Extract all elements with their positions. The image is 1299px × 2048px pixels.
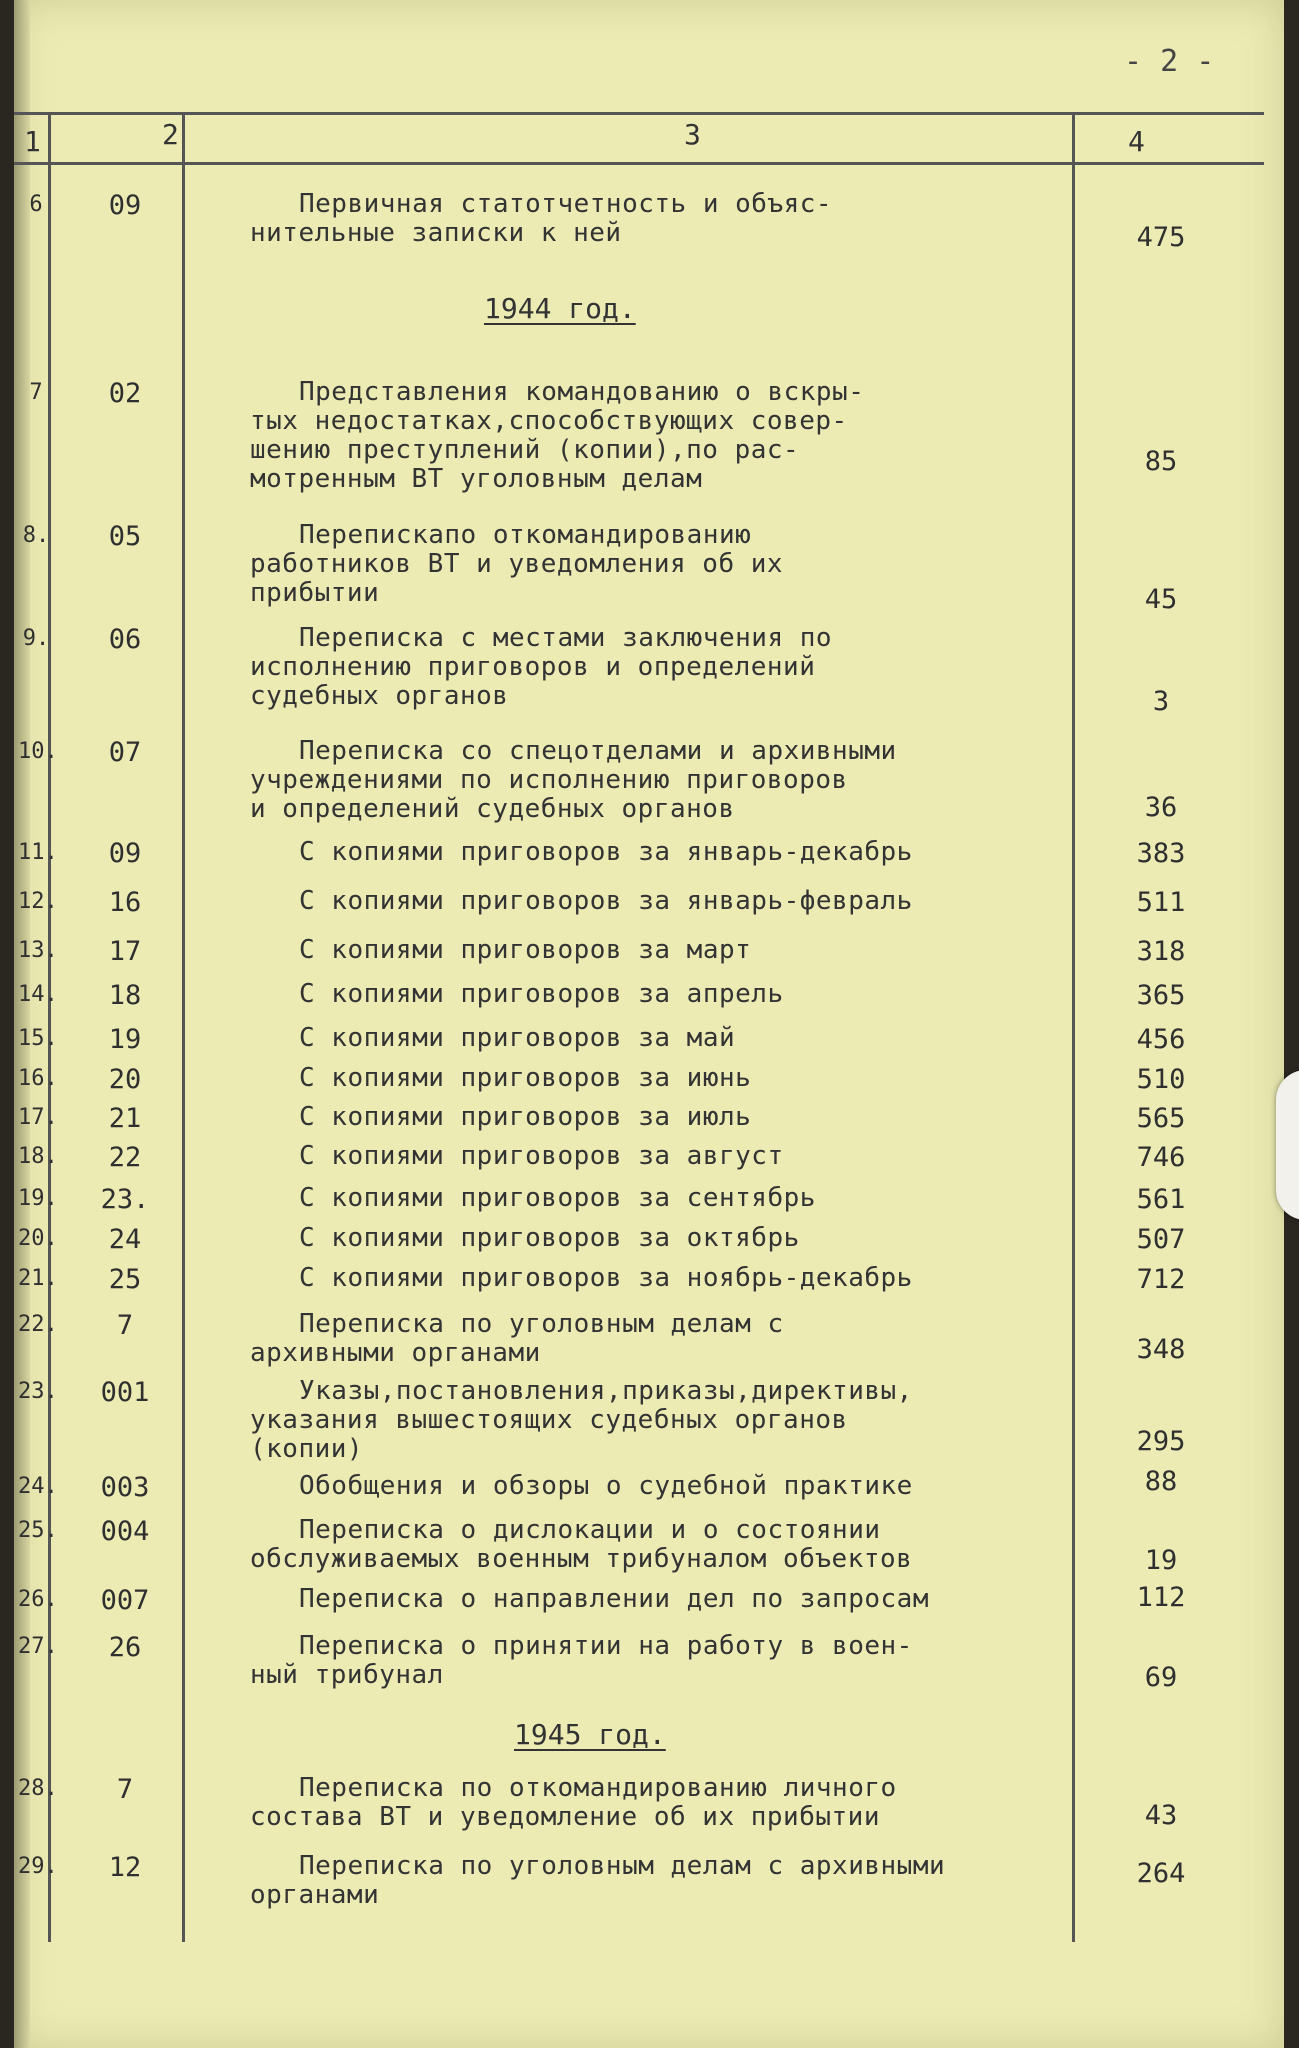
- row-number: 12.: [18, 889, 58, 914]
- row-sheet-count: 19: [1144, 1545, 1178, 1576]
- row-sheet-count: 507: [1136, 1224, 1186, 1255]
- binder-clip: [1276, 1070, 1299, 1220]
- row-sheet-count: 511: [1136, 887, 1186, 918]
- row-sheet-count: 112: [1136, 1582, 1186, 1613]
- row-index-code: 18: [108, 980, 142, 1011]
- row-title-line: архивными органами: [250, 1338, 541, 1368]
- row-number: 14.: [18, 982, 58, 1007]
- row-number: 29.: [18, 1854, 58, 1879]
- row-sheet-count: 383: [1136, 838, 1186, 869]
- row-title-line: учреждениями по исполнению приговоров: [250, 765, 848, 795]
- row-number: 24.: [18, 1474, 58, 1499]
- row-index-code: 07: [108, 737, 142, 768]
- row-sheet-count: 295: [1136, 1426, 1186, 1457]
- row-number: 21.: [18, 1266, 58, 1291]
- row-sheet-count: 565: [1136, 1103, 1186, 1134]
- row-index-code: 09: [108, 838, 142, 869]
- document-page: [14, 0, 1284, 2048]
- row-sheet-count: 348: [1136, 1334, 1186, 1365]
- row-title-line: Переписка с местами заключения по: [299, 623, 833, 653]
- row-sheet-count: 475: [1136, 222, 1186, 253]
- row-title-line: (копии): [250, 1434, 364, 1464]
- row-title-line: С копиями приговоров за июнь: [299, 1063, 752, 1093]
- row-number: 9.: [22, 626, 50, 651]
- page-fold: [14, 0, 30, 2048]
- row-index-code: 001: [100, 1377, 150, 1408]
- row-title-line: Перепискапо откомандированию: [299, 520, 752, 550]
- row-number: 23.: [18, 1379, 58, 1404]
- row-title-line: мотренным ВТ уголовным делам: [250, 464, 703, 494]
- row-title-line: С копиями приговоров за май: [299, 1023, 736, 1053]
- row-title-line: обслуживаемых военным трибуналом объектов: [250, 1544, 913, 1574]
- col-header-3: 3: [684, 118, 701, 151]
- row-number: 26.: [18, 1587, 58, 1612]
- row-title-line: С копиями приговоров за апрель: [299, 979, 784, 1009]
- row-title-line: исполнению приговоров и определений: [250, 652, 816, 682]
- row-number: 7: [29, 380, 43, 405]
- row-index-code: 7: [116, 1774, 134, 1805]
- row-title-line: С копиями приговоров за сентябрь: [299, 1183, 816, 1213]
- row-sheet-count: 456: [1136, 1024, 1186, 1055]
- row-title-line: С копиями приговоров за август: [299, 1141, 784, 1171]
- row-index-code: 003: [100, 1472, 150, 1503]
- row-number: 13.: [18, 938, 58, 963]
- row-title-line: С копиями приговоров за январь-февраль: [299, 886, 913, 916]
- row-sheet-count: 712: [1136, 1264, 1186, 1295]
- row-sheet-count: 36: [1144, 792, 1178, 823]
- row-index-code: 25: [108, 1264, 142, 1295]
- table-header-rule: [14, 162, 1264, 165]
- row-title-line: шению преступлений (копии),по рас-: [250, 435, 800, 465]
- page-number: - 2 -: [1124, 44, 1215, 79]
- year-heading-1945: 1945 год.: [514, 1718, 666, 1751]
- row-title-line: Переписка по уголовным делам с архивными: [299, 1851, 946, 1881]
- row-sheet-count: 264: [1136, 1858, 1186, 1889]
- row-number: 28.: [18, 1776, 58, 1801]
- row-title-line: С копиями приговоров за январь-декабрь: [299, 837, 913, 867]
- row-number: 19.: [18, 1186, 58, 1211]
- row-sheet-count: 88: [1144, 1466, 1178, 1497]
- year-heading-1944: 1944 год.: [484, 292, 636, 325]
- col-header-4: 4: [1128, 125, 1145, 158]
- row-title-line: С копиями приговоров за ноябрь-декабрь: [299, 1263, 913, 1293]
- row-sheet-count: 45: [1144, 584, 1178, 615]
- row-number: 20.: [18, 1226, 58, 1251]
- row-title-line: Переписка со спецотделами и архивными: [299, 736, 897, 766]
- row-title-line: тых недостатках,способствующих совер-: [250, 406, 848, 436]
- row-title-line: Переписка по откомандированию личного: [299, 1773, 897, 1803]
- row-index-code: 26: [108, 1632, 142, 1663]
- row-index-code: 17: [108, 936, 142, 967]
- row-title-line: нительные записки к ней: [250, 218, 622, 248]
- row-sheet-count: 510: [1136, 1064, 1186, 1095]
- row-title-line: Переписка о направлении дел по запросам: [299, 1584, 929, 1614]
- row-sheet-count: 3: [1152, 686, 1170, 717]
- row-number: 8.: [22, 523, 50, 548]
- col-header-1: 1: [24, 125, 41, 158]
- row-title-line: Обобщения и обзоры о судебной практике: [299, 1471, 913, 1501]
- row-index-code: 7: [116, 1310, 134, 1341]
- row-index-code: 19: [108, 1024, 142, 1055]
- row-title-line: С копиями приговоров за март: [299, 935, 752, 965]
- row-sheet-count: 365: [1136, 980, 1186, 1011]
- row-title-line: и определений судебных органов: [250, 794, 735, 824]
- row-title-line: Представления командованию о вскры-: [299, 377, 865, 407]
- row-index-code: 21: [108, 1103, 142, 1134]
- row-number: 6: [29, 192, 43, 217]
- row-index-code: 004: [100, 1516, 150, 1547]
- table-top-rule: [14, 112, 1264, 115]
- row-title-line: Первичная статотчетность и объяс-: [299, 189, 833, 219]
- row-sheet-count: 746: [1136, 1142, 1186, 1173]
- row-index-code: 007: [100, 1585, 150, 1616]
- col-header-2: 2: [162, 118, 179, 151]
- row-index-code: 02: [108, 378, 142, 409]
- row-number: 25.: [18, 1518, 58, 1543]
- row-index-code: 20: [108, 1064, 142, 1095]
- row-number: 18.: [18, 1144, 58, 1169]
- row-index-code: 09: [108, 190, 142, 221]
- row-index-code: 16: [108, 887, 142, 918]
- row-sheet-count: 318: [1136, 936, 1186, 967]
- row-title-line: состава ВТ и уведомление об их прибытии: [250, 1802, 880, 1832]
- row-number: 22.: [18, 1312, 58, 1337]
- row-title-line: С копиями приговоров за июль: [299, 1102, 752, 1132]
- col-divider-3: [1072, 112, 1075, 1942]
- row-index-code: 23.: [100, 1184, 150, 1215]
- row-title-line: Указы,постановления,приказы,директивы,: [299, 1376, 913, 1406]
- row-title-line: Переписка по уголовным делам с: [299, 1309, 784, 1339]
- row-number: 16.: [18, 1066, 58, 1091]
- row-sheet-count: 43: [1144, 1800, 1178, 1831]
- row-title-line: указания вышестоящих судебных органов: [250, 1405, 848, 1435]
- row-sheet-count: 85: [1144, 446, 1178, 477]
- row-title-line: ный трибунал: [250, 1660, 444, 1690]
- row-title-line: прибытии: [250, 578, 380, 608]
- row-index-code: 24: [108, 1224, 142, 1255]
- col-divider-2: [182, 112, 185, 1942]
- row-title-line: органами: [250, 1880, 380, 1910]
- row-number: 11.: [18, 840, 58, 865]
- row-sheet-count: 561: [1136, 1184, 1186, 1215]
- row-title-line: судебных органов: [250, 681, 509, 711]
- row-index-code: 22: [108, 1142, 142, 1173]
- row-title-line: С копиями приговоров за октябрь: [299, 1223, 800, 1253]
- row-number: 17.: [18, 1105, 58, 1130]
- row-title-line: работников ВТ и уведомления об их: [250, 549, 784, 579]
- row-index-code: 05: [108, 521, 142, 552]
- row-sheet-count: 69: [1144, 1662, 1178, 1693]
- row-title-line: Переписка о дислокации и о состоянии: [299, 1515, 881, 1545]
- row-number: 15.: [18, 1026, 58, 1051]
- row-title-line: Переписка о принятии на работу в воен-: [299, 1631, 913, 1661]
- row-number: 10.: [18, 739, 58, 764]
- row-index-code: 06: [108, 624, 142, 655]
- row-index-code: 12: [108, 1852, 142, 1883]
- row-number: 27.: [18, 1634, 58, 1659]
